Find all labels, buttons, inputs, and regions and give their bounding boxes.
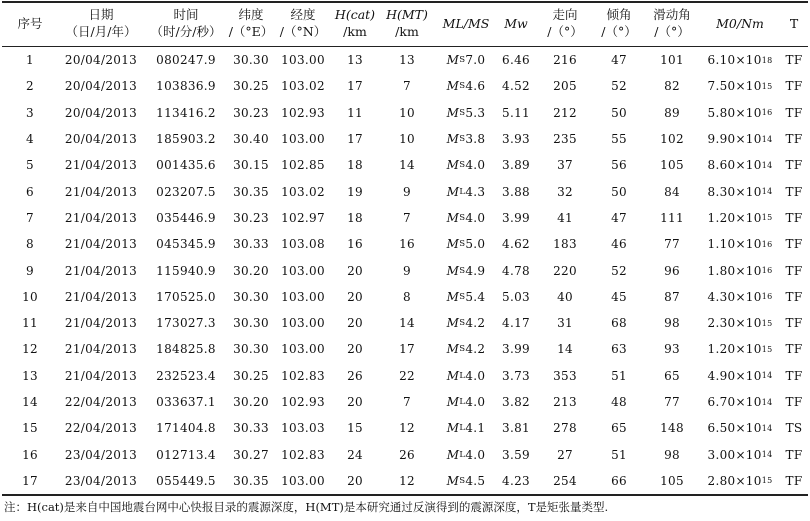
cell-t: TF bbox=[785, 263, 803, 278]
cell-hcat: 18 bbox=[347, 158, 363, 173]
header-strike bbox=[536, 0, 594, 46]
cell-hmt: 26 bbox=[399, 447, 415, 462]
cell-mw: 3.99 bbox=[502, 210, 530, 225]
cell-rake: 148 bbox=[660, 421, 684, 436]
header-label: H(cat) bbox=[334, 7, 376, 22]
header-hcat bbox=[332, 0, 378, 46]
cell-mag: M S 5.0 bbox=[446, 237, 486, 252]
cell-mw: 4.23 bbox=[502, 473, 530, 488]
header-label: 时间 bbox=[173, 7, 199, 22]
cell-hmt: 9 bbox=[403, 263, 411, 278]
table-row bbox=[0, 441, 810, 467]
cell-time: 185903.2 bbox=[156, 132, 216, 147]
cell-strike: 278 bbox=[553, 421, 577, 436]
cell-time: 170525.0 bbox=[156, 289, 216, 304]
cell-no: 17 bbox=[22, 473, 38, 488]
header-magtype bbox=[436, 0, 496, 46]
cell-m0: 8.60×10 14 bbox=[707, 158, 773, 173]
cell-time: 184825.8 bbox=[156, 342, 216, 357]
cell-dip: 63 bbox=[611, 342, 627, 357]
table-note: 注：H(cat)是来自中国地震台网中心快报目录的震源深度，H(MT)是本研究通过反演得到的震源深度，T是矩张量类型. bbox=[4, 500, 609, 514]
cell-lon: 102.83 bbox=[281, 368, 325, 383]
cell-dip: 50 bbox=[611, 184, 627, 199]
cell-no: 10 bbox=[22, 289, 38, 304]
cell-dip: 66 bbox=[611, 473, 627, 488]
cell-rake: 105 bbox=[660, 473, 684, 488]
header-label: Mw bbox=[504, 15, 528, 31]
header-label: T bbox=[789, 15, 799, 31]
cell-t: TF bbox=[785, 132, 803, 147]
cell-m0: 6.50×10 14 bbox=[707, 421, 773, 436]
cell-date: 21/04/2013 bbox=[64, 184, 138, 199]
header-unit: （时/分/秒） bbox=[150, 24, 222, 39]
cell-lat: 30.23 bbox=[233, 210, 269, 225]
table-row bbox=[0, 257, 810, 283]
cell-rake: 82 bbox=[664, 79, 680, 94]
cell-lat: 30.30 bbox=[233, 342, 269, 357]
header-m0 bbox=[700, 0, 780, 46]
cell-no: 8 bbox=[26, 237, 34, 252]
cell-strike: 216 bbox=[553, 53, 577, 68]
cell-strike: 183 bbox=[553, 237, 577, 252]
cell-lat: 30.30 bbox=[233, 53, 269, 68]
cell-mag: M L 4.1 bbox=[446, 421, 486, 436]
cell-strike: 212 bbox=[553, 105, 577, 120]
cell-no: 7 bbox=[26, 210, 34, 225]
cell-hmt: 14 bbox=[399, 158, 415, 173]
cell-lon: 103.00 bbox=[281, 342, 325, 357]
cell-m0: 9.90×10 14 bbox=[707, 132, 773, 147]
cell-date: 20/04/2013 bbox=[64, 79, 138, 94]
cell-lon: 103.00 bbox=[281, 316, 325, 331]
cell-time: 232523.4 bbox=[156, 368, 216, 383]
cell-mag: M S 4.0 bbox=[446, 210, 486, 225]
cell-time: 023207.5 bbox=[156, 184, 216, 199]
cell-strike: 41 bbox=[557, 210, 573, 225]
cell-rake: 98 bbox=[664, 447, 680, 462]
cell-lat: 30.30 bbox=[233, 289, 269, 304]
cell-lat: 30.33 bbox=[233, 237, 269, 252]
cell-strike: 14 bbox=[557, 342, 573, 357]
header-label: H(MT) bbox=[386, 7, 428, 22]
cell-hmt: 14 bbox=[399, 316, 415, 331]
cell-rake: 96 bbox=[664, 263, 680, 278]
cell-m0: 8.30×10 14 bbox=[707, 184, 773, 199]
cell-lon: 103.00 bbox=[281, 263, 325, 278]
cell-lon: 103.03 bbox=[281, 421, 325, 436]
cell-t: TF bbox=[785, 184, 803, 199]
cell-mw: 3.82 bbox=[502, 395, 530, 409]
cell-mag: M S 3.8 bbox=[446, 132, 486, 147]
cell-hcat: 19 bbox=[347, 184, 363, 199]
cell-strike: 31 bbox=[557, 316, 573, 331]
cell-time: 033637.1 bbox=[156, 395, 216, 409]
cell-mw: 4.78 bbox=[502, 263, 530, 278]
cell-t: TF bbox=[785, 79, 803, 94]
cell-date: 22/04/2013 bbox=[64, 395, 138, 409]
cell-date: 23/04/2013 bbox=[64, 473, 138, 488]
cell-date: 21/04/2013 bbox=[64, 237, 138, 252]
cell-date: 21/04/2013 bbox=[64, 342, 138, 357]
cell-rake: 77 bbox=[664, 395, 680, 409]
bottom-rule bbox=[2, 494, 808, 496]
table-row bbox=[0, 468, 810, 494]
cell-strike: 37 bbox=[557, 158, 573, 173]
cell-mag: M S 4.2 bbox=[446, 342, 486, 357]
cell-mw: 4.17 bbox=[502, 316, 530, 331]
cell-mag: M S 7.0 bbox=[446, 53, 486, 68]
header-unit: /km bbox=[395, 24, 419, 39]
cell-rake: 98 bbox=[664, 316, 680, 331]
header-label: 走向 bbox=[552, 7, 578, 22]
header-unit: /（°E） bbox=[228, 24, 274, 39]
cell-dip: 51 bbox=[611, 447, 627, 462]
cell-hcat: 24 bbox=[347, 447, 363, 462]
header-label: M0/Nm bbox=[716, 15, 764, 31]
cell-t: TF bbox=[785, 447, 803, 462]
cell-mw: 6.46 bbox=[502, 53, 530, 68]
cell-lat: 30.35 bbox=[233, 184, 269, 199]
cell-lon: 102.83 bbox=[281, 447, 325, 462]
cell-lat: 30.25 bbox=[233, 79, 269, 94]
cell-time: 080247.9 bbox=[156, 53, 216, 68]
table-row bbox=[0, 363, 810, 389]
cell-t: TF bbox=[785, 289, 803, 304]
cell-time: 045345.9 bbox=[156, 237, 216, 252]
table-row bbox=[0, 336, 810, 362]
cell-dip: 47 bbox=[611, 53, 627, 68]
cell-hcat: 20 bbox=[347, 342, 363, 357]
cell-rake: 77 bbox=[664, 237, 680, 252]
cell-rake: 111 bbox=[660, 210, 684, 225]
header-no bbox=[2, 0, 58, 46]
cell-t: TS bbox=[785, 421, 803, 436]
cell-hcat: 13 bbox=[347, 53, 363, 68]
cell-lon: 103.00 bbox=[281, 289, 325, 304]
cell-date: 20/04/2013 bbox=[64, 132, 138, 147]
cell-mag: M S 4.6 bbox=[446, 79, 486, 94]
cell-mw: 5.11 bbox=[502, 105, 530, 120]
cell-hcat: 15 bbox=[347, 421, 363, 436]
table-row bbox=[0, 47, 810, 73]
cell-mw: 4.52 bbox=[502, 79, 530, 94]
cell-strike: 213 bbox=[553, 395, 577, 409]
cell-t: TF bbox=[785, 158, 803, 173]
cell-mw: 5.03 bbox=[502, 289, 530, 304]
cell-m0: 5.80×10 16 bbox=[707, 105, 773, 120]
cell-dip: 52 bbox=[611, 263, 627, 278]
cell-dip: 48 bbox=[611, 395, 627, 409]
cell-m0: 7.50×10 15 bbox=[707, 79, 773, 94]
header-mw bbox=[496, 0, 536, 46]
cell-date: 23/04/2013 bbox=[64, 447, 138, 462]
cell-m0: 1.20×10 15 bbox=[707, 210, 773, 225]
cell-hcat: 20 bbox=[347, 263, 363, 278]
cell-no: 3 bbox=[26, 105, 34, 120]
cell-lon: 102.93 bbox=[281, 105, 325, 120]
cell-strike: 27 bbox=[557, 447, 573, 462]
cell-lat: 30.40 bbox=[233, 132, 269, 147]
header-date bbox=[58, 0, 144, 46]
cell-time: 001435.6 bbox=[156, 158, 216, 173]
cell-hmt: 10 bbox=[399, 105, 415, 120]
cell-time: 103836.9 bbox=[156, 79, 216, 94]
cell-date: 21/04/2013 bbox=[64, 158, 138, 173]
table-body bbox=[0, 47, 810, 494]
header-lat bbox=[228, 0, 274, 46]
cell-rake: 65 bbox=[664, 368, 680, 383]
header-label: 倾角 bbox=[606, 7, 632, 22]
cell-mag: M S 4.2 bbox=[446, 316, 486, 331]
cell-mw: 3.99 bbox=[502, 342, 530, 357]
cell-date: 21/04/2013 bbox=[64, 316, 138, 331]
cell-lat: 30.15 bbox=[233, 158, 269, 173]
cell-hmt: 17 bbox=[399, 342, 415, 357]
cell-no: 9 bbox=[26, 263, 34, 278]
cell-mag: M L 4.3 bbox=[446, 184, 486, 199]
cell-no: 13 bbox=[22, 368, 38, 383]
table-row bbox=[0, 126, 810, 152]
cell-mw: 3.88 bbox=[502, 184, 530, 199]
cell-t: TF bbox=[785, 395, 803, 409]
cell-t: TF bbox=[785, 210, 803, 225]
cell-rake: 89 bbox=[664, 105, 680, 120]
header-unit: /（°） bbox=[654, 24, 690, 39]
cell-t: TF bbox=[785, 342, 803, 357]
table-row bbox=[0, 389, 810, 415]
cell-mag: M S 4.5 bbox=[446, 473, 486, 488]
cell-m0: 1.80×10 16 bbox=[707, 263, 773, 278]
cell-lat: 30.20 bbox=[233, 263, 269, 278]
header-hmt bbox=[378, 0, 436, 46]
cell-strike: 353 bbox=[553, 368, 577, 383]
cell-date: 21/04/2013 bbox=[64, 263, 138, 278]
cell-time: 055449.5 bbox=[156, 473, 216, 488]
cell-time: 115940.9 bbox=[156, 263, 216, 278]
header-lon bbox=[274, 0, 332, 46]
cell-hcat: 20 bbox=[347, 289, 363, 304]
cell-mw: 3.89 bbox=[502, 158, 530, 173]
cell-dip: 52 bbox=[611, 79, 627, 94]
cell-mw: 3.73 bbox=[502, 368, 530, 383]
cell-hcat: 18 bbox=[347, 210, 363, 225]
cell-no: 4 bbox=[26, 132, 34, 147]
cell-lon: 103.00 bbox=[281, 53, 325, 68]
cell-time: 012713.4 bbox=[156, 447, 216, 462]
cell-hmt: 9 bbox=[403, 184, 411, 199]
header-dip bbox=[594, 0, 644, 46]
cell-lon: 102.97 bbox=[281, 210, 325, 225]
cell-t: TF bbox=[785, 53, 803, 68]
cell-lat: 30.33 bbox=[233, 421, 269, 436]
cell-dip: 45 bbox=[611, 289, 627, 304]
cell-dip: 55 bbox=[611, 132, 627, 147]
header-label: 经度 bbox=[290, 7, 316, 22]
cell-strike: 254 bbox=[553, 473, 577, 488]
cell-hmt: 10 bbox=[399, 132, 415, 147]
header-unit: /（°） bbox=[601, 24, 637, 39]
cell-t: TF bbox=[785, 105, 803, 120]
cell-t: TF bbox=[785, 316, 803, 331]
cell-hmt: 8 bbox=[403, 289, 411, 304]
cell-mag: M S 4.9 bbox=[446, 263, 486, 278]
cell-date: 20/04/2013 bbox=[64, 105, 138, 120]
cell-no: 6 bbox=[26, 184, 34, 199]
table-row bbox=[0, 152, 810, 178]
cell-m0: 1.10×10 16 bbox=[707, 237, 773, 252]
cell-no: 14 bbox=[22, 395, 38, 409]
cell-mw: 3.59 bbox=[502, 447, 530, 462]
cell-lon: 103.02 bbox=[281, 184, 325, 199]
cell-dip: 51 bbox=[611, 368, 627, 383]
cell-no: 1 bbox=[26, 53, 34, 68]
table-row bbox=[0, 310, 810, 336]
cell-lon: 103.00 bbox=[281, 473, 325, 488]
cell-dip: 47 bbox=[611, 210, 627, 225]
cell-lon: 102.93 bbox=[281, 395, 325, 409]
cell-rake: 102 bbox=[660, 132, 684, 147]
cell-no: 11 bbox=[22, 316, 38, 331]
cell-date: 22/04/2013 bbox=[64, 421, 138, 436]
cell-hcat: 20 bbox=[347, 316, 363, 331]
cell-hmt: 13 bbox=[399, 53, 415, 68]
header-unit: （日/月/年） bbox=[65, 24, 137, 39]
header-label: 日期 bbox=[88, 7, 114, 22]
table-row bbox=[0, 178, 810, 204]
cell-t: TF bbox=[785, 237, 803, 252]
cell-mag: M S 5.3 bbox=[446, 105, 486, 120]
cell-strike: 40 bbox=[557, 289, 573, 304]
cell-dip: 56 bbox=[611, 158, 627, 173]
cell-date: 21/04/2013 bbox=[64, 289, 138, 304]
cell-lon: 103.08 bbox=[281, 237, 325, 252]
cell-hcat: 20 bbox=[347, 473, 363, 488]
cell-hmt: 16 bbox=[399, 237, 415, 252]
cell-mw: 4.62 bbox=[502, 237, 530, 252]
cell-date: 21/04/2013 bbox=[64, 368, 138, 383]
cell-m0: 6.10×10 18 bbox=[707, 53, 773, 68]
cell-rake: 93 bbox=[664, 342, 680, 357]
cell-rake: 84 bbox=[664, 184, 680, 199]
cell-lat: 30.20 bbox=[233, 395, 269, 409]
cell-rake: 105 bbox=[660, 158, 684, 173]
header-label: ML/MS bbox=[442, 15, 490, 31]
cell-time: 113416.2 bbox=[156, 105, 216, 120]
cell-m0: 6.70×10 14 bbox=[707, 395, 773, 409]
cell-no: 2 bbox=[26, 79, 34, 94]
cell-hcat: 16 bbox=[347, 237, 363, 252]
header-rake bbox=[644, 0, 700, 46]
table-row bbox=[0, 205, 810, 231]
header-unit: /（°N） bbox=[279, 24, 327, 39]
cell-time: 173027.3 bbox=[156, 316, 216, 331]
cell-no: 5 bbox=[26, 158, 34, 173]
cell-hcat: 26 bbox=[347, 368, 363, 383]
cell-m0: 1.20×10 15 bbox=[707, 342, 773, 357]
cell-lat: 30.25 bbox=[233, 368, 269, 383]
cell-lat: 30.23 bbox=[233, 105, 269, 120]
header-unit: /km bbox=[343, 24, 367, 39]
table-header bbox=[0, 0, 810, 46]
header-label: 滑动角 bbox=[653, 7, 691, 22]
cell-m0: 4.30×10 16 bbox=[707, 289, 773, 304]
cell-hmt: 12 bbox=[399, 421, 415, 436]
cell-no: 12 bbox=[22, 342, 38, 357]
cell-dip: 50 bbox=[611, 105, 627, 120]
cell-hcat: 17 bbox=[347, 132, 363, 147]
table-row bbox=[0, 284, 810, 310]
cell-m0: 2.30×10 15 bbox=[707, 316, 773, 331]
cell-mw: 3.81 bbox=[502, 421, 530, 436]
cell-hmt: 7 bbox=[403, 79, 411, 94]
cell-no: 16 bbox=[22, 447, 38, 462]
cell-hcat: 17 bbox=[347, 79, 363, 94]
cell-m0: 2.80×10 15 bbox=[707, 473, 773, 488]
cell-dip: 68 bbox=[611, 316, 627, 331]
cell-strike: 220 bbox=[553, 263, 577, 278]
cell-mag: M S 4.0 bbox=[446, 158, 486, 173]
cell-rake: 87 bbox=[664, 289, 680, 304]
header-type bbox=[780, 0, 808, 46]
cell-strike: 235 bbox=[553, 132, 577, 147]
cell-date: 20/04/2013 bbox=[64, 53, 138, 68]
cell-lat: 30.30 bbox=[233, 316, 269, 331]
cell-no: 15 bbox=[22, 421, 38, 436]
cell-dip: 65 bbox=[611, 421, 627, 436]
cell-hmt: 22 bbox=[399, 368, 415, 383]
table-row bbox=[0, 100, 810, 126]
table-row bbox=[0, 415, 810, 441]
cell-lat: 30.27 bbox=[233, 447, 269, 462]
cell-mag: M S 5.4 bbox=[446, 289, 486, 304]
cell-hmt: 7 bbox=[403, 395, 411, 409]
header-label: 纬度 bbox=[238, 7, 264, 22]
header-time bbox=[144, 0, 228, 46]
cell-dip: 46 bbox=[611, 237, 627, 252]
cell-time: 035446.9 bbox=[156, 210, 216, 225]
cell-hcat: 20 bbox=[347, 395, 363, 409]
cell-m0: 4.90×10 14 bbox=[707, 368, 773, 383]
cell-hcat: 11 bbox=[347, 105, 363, 120]
cell-lon: 103.02 bbox=[281, 79, 325, 94]
cell-lat: 30.35 bbox=[233, 473, 269, 488]
cell-hmt: 7 bbox=[403, 210, 411, 225]
cell-mag: M L 4.0 bbox=[446, 395, 486, 409]
cell-strike: 32 bbox=[557, 184, 573, 199]
cell-t: TF bbox=[785, 368, 803, 383]
cell-rake: 101 bbox=[660, 53, 684, 68]
header-unit: /（°） bbox=[547, 24, 583, 39]
cell-mw: 3.93 bbox=[502, 132, 530, 147]
cell-mag: M L 4.0 bbox=[446, 447, 486, 462]
table-row bbox=[0, 231, 810, 257]
cell-strike: 205 bbox=[553, 79, 577, 94]
table-row bbox=[0, 73, 810, 99]
cell-date: 21/04/2013 bbox=[64, 210, 138, 225]
cell-time: 171404.8 bbox=[156, 421, 216, 436]
cell-t: TF bbox=[785, 473, 803, 488]
cell-lon: 103.00 bbox=[281, 132, 325, 147]
header-label: 序号 bbox=[17, 15, 43, 31]
cell-hmt: 12 bbox=[399, 473, 415, 488]
cell-lon: 102.85 bbox=[281, 158, 325, 173]
cell-mag: M L 4.0 bbox=[446, 368, 486, 383]
cell-m0: 3.00×10 14 bbox=[707, 447, 773, 462]
